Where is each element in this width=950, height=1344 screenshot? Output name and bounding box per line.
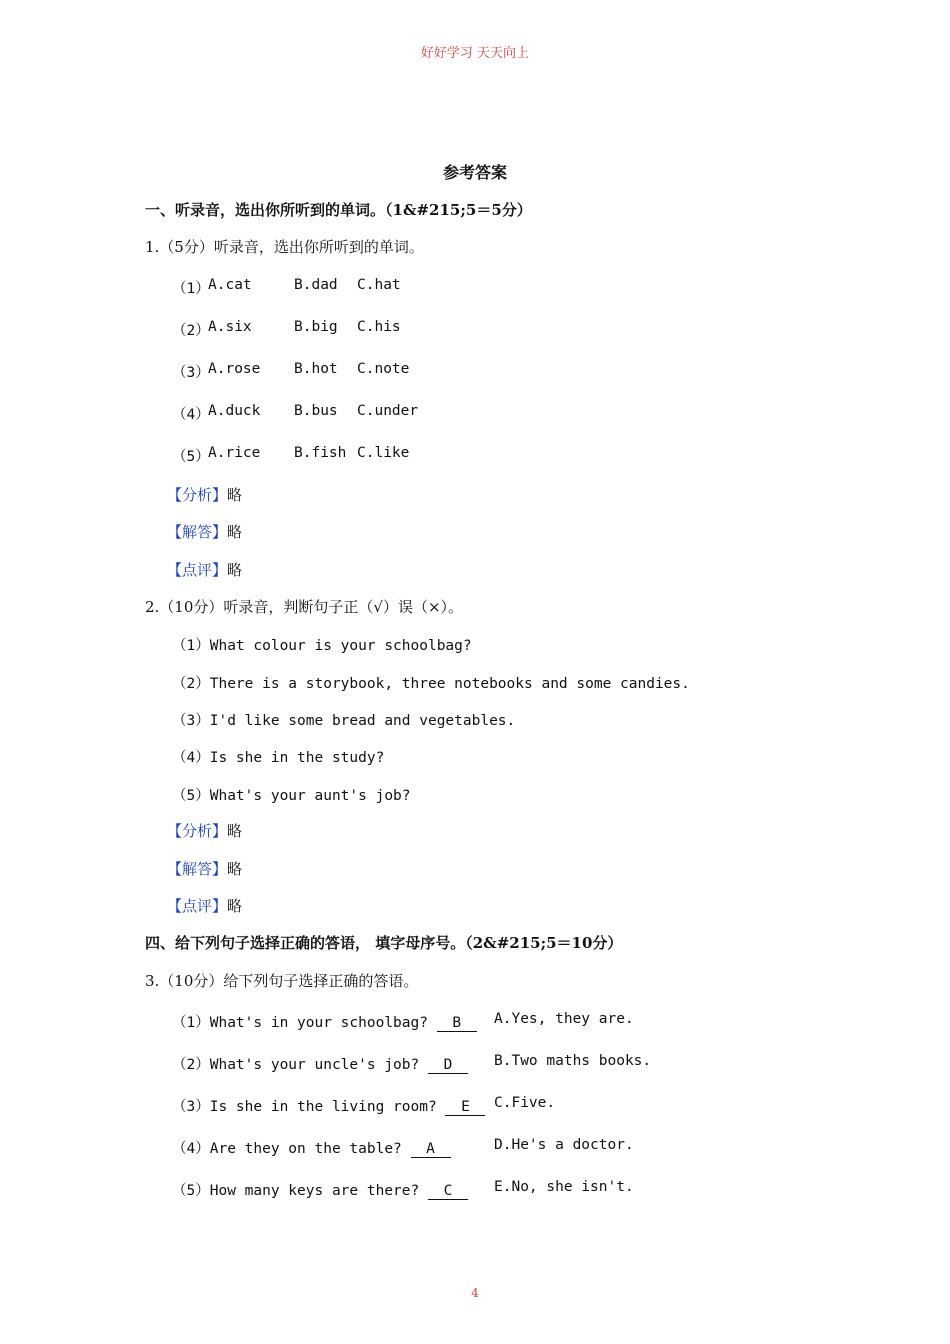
comment-label: 【点评】略 xyxy=(167,897,243,915)
match-question: （3）Is she in the living room? E xyxy=(172,1095,485,1116)
option-b: B.dad xyxy=(294,277,338,293)
solution-label: 【解答】略 xyxy=(167,860,243,878)
analysis-label: 【分析】略 xyxy=(167,822,243,840)
sentence-item: （1）What colour is your schoolbag? xyxy=(172,638,472,654)
match-question: （5）How many keys are there? C xyxy=(172,1179,468,1200)
option-a: A.rice xyxy=(208,445,261,461)
option-a: A.rose xyxy=(208,361,261,377)
analysis-label: 【分析】略 xyxy=(167,486,243,504)
option-a: A.cat xyxy=(208,277,252,293)
match-option: B.Two maths books. xyxy=(494,1053,652,1069)
sentence-item: （3）I'd like some bread and vegetables. xyxy=(172,713,516,729)
sentence-item: （2）There is a storybook, three notebooks and some candies. xyxy=(172,676,690,692)
answer-blank: B xyxy=(437,1015,477,1032)
option-c: C.hat xyxy=(357,277,401,293)
option-c: C.like xyxy=(357,445,410,461)
match-option: E.No, she isn't. xyxy=(494,1179,634,1195)
option-a: A.six xyxy=(208,319,252,335)
sentence-item: （4）Is she in the study? xyxy=(172,750,385,766)
match-question: （2）What's your uncle's job? D xyxy=(172,1053,468,1074)
section-heading-4: 四、给下列句子选择正确的答语， 填字母序号。（2&#215;5＝10分） xyxy=(145,934,623,952)
page-header: 好好学习 天天向上 xyxy=(420,46,530,61)
sentence-item: （5）What's your aunt's job? xyxy=(172,788,411,804)
option-row-num: （5） xyxy=(172,449,210,465)
answer-blank: D xyxy=(428,1057,468,1074)
answer-blank: E xyxy=(445,1099,485,1116)
option-a: A.duck xyxy=(208,403,261,419)
option-b: B.fish xyxy=(294,445,347,461)
solution-label: 【解答】略 xyxy=(167,523,243,541)
option-row-num: （4） xyxy=(172,407,210,423)
comment-label: 【点评】略 xyxy=(167,561,243,579)
match-question: （4）Are they on the table? A xyxy=(172,1137,451,1158)
option-b: B.bus xyxy=(294,403,338,419)
question-2: 2.（10分）听录音，判断句子正（√）误（×）。 xyxy=(145,598,464,616)
option-c: C.note xyxy=(357,361,410,377)
page-title: 参考答案 xyxy=(442,163,507,182)
match-option: A.Yes, they are. xyxy=(494,1011,634,1027)
answer-blank: C xyxy=(428,1183,468,1200)
question-3: 3.（10分）给下列句子选择正确的答语。 xyxy=(145,972,419,990)
answer-blank: A xyxy=(411,1141,451,1158)
option-row-num: （1） xyxy=(172,281,210,297)
option-row-num: （2） xyxy=(172,323,210,339)
match-option: C.Five. xyxy=(494,1095,556,1111)
match-option: D.He's a doctor. xyxy=(494,1137,634,1153)
match-question: （1）What's in your schoolbag? B xyxy=(172,1011,477,1032)
option-row-num: （3） xyxy=(172,365,210,381)
option-c: C.his xyxy=(357,319,401,335)
option-b: B.hot xyxy=(294,361,338,377)
question-1: 1.（5分）听录音，选出你所听到的单词。 xyxy=(145,238,424,256)
option-b: B.big xyxy=(294,319,338,335)
section-heading-1: 一、听录音，选出你所听到的单词。（1&#215;5＝5分） xyxy=(145,201,532,219)
option-c: C.under xyxy=(357,403,419,419)
page-number: 4 xyxy=(471,1286,479,1300)
